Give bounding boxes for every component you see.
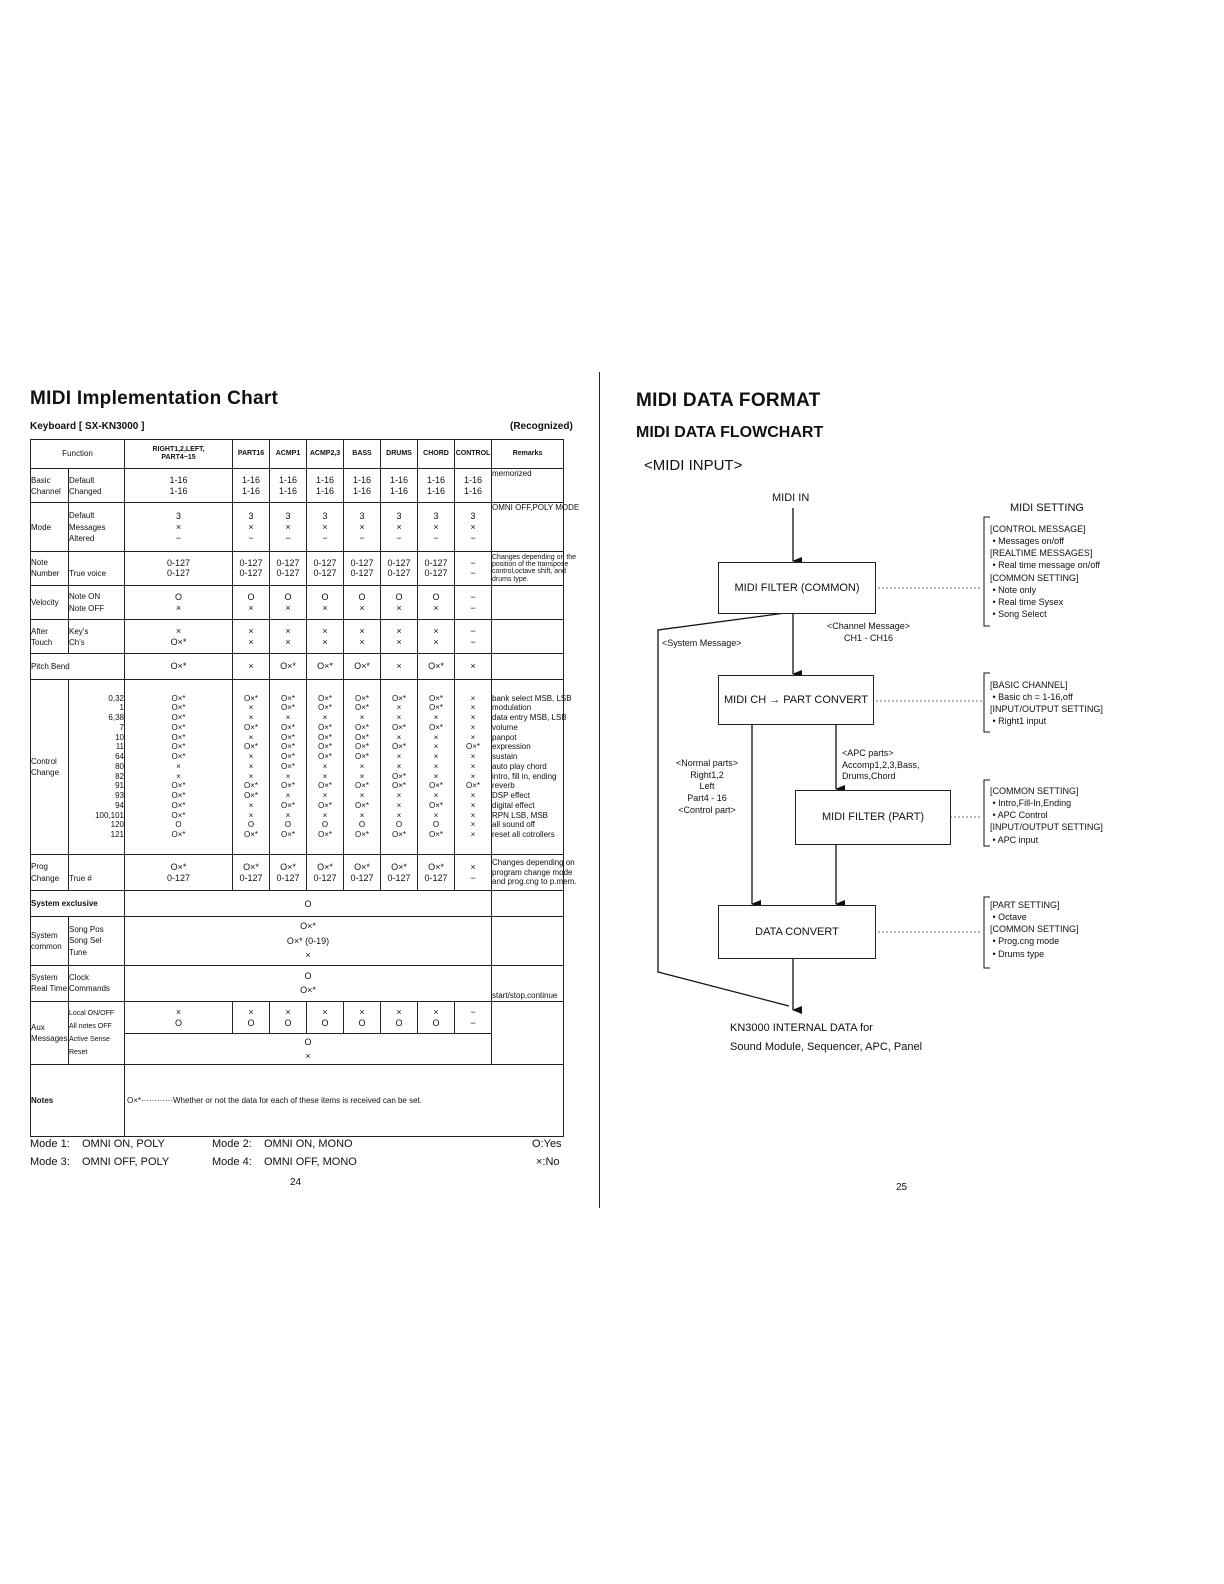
row-label: Notes <box>31 1065 125 1137</box>
row-sublabel: Note ON Note OFF <box>69 586 125 620</box>
setting-note-basic-channel: [BASIC CHANNEL] • Basic ch = 1-16,off [INPUT/OUTPUT SETTING] • Right1 input <box>990 680 1103 727</box>
table-cell: × × <box>344 620 381 654</box>
table-cell: 0-127 0-127 <box>307 551 344 585</box>
table-cell: × × × × × O×* × × × O×* × × × × × <box>455 679 492 854</box>
row-label: Prog Change <box>31 854 69 890</box>
format-title: MIDI DATA FORMAT <box>636 390 821 411</box>
row-label: Control Change <box>31 679 69 854</box>
notes-text: O×*············Whether or not the data for each of these items is received can be set. <box>125 1065 564 1137</box>
table-cell: O×* 0-127 <box>270 854 307 890</box>
table-cell: O×* 0-127 <box>125 854 233 890</box>
table-cell: 3 × − <box>233 503 270 551</box>
table-cell: O×* 0-127 <box>418 854 455 890</box>
mode1-legend: Mode 1: OMNI ON, POLY <box>30 1138 165 1150</box>
row-label: Aux Messages <box>31 1001 69 1064</box>
column-header: Function <box>31 440 125 469</box>
table-cell: O × <box>233 586 270 620</box>
table-cell: O×* 0-127 <box>307 854 344 890</box>
table-cell: × − <box>455 854 492 890</box>
remark-cell: memorized <box>492 469 564 503</box>
remark-cell: OMNI OFF,POLY MODE <box>492 503 564 551</box>
table-cell: O × <box>270 586 307 620</box>
table-cell: O × <box>418 586 455 620</box>
table-cell: O × <box>381 586 418 620</box>
mode2-legend: Mode 2: OMNI ON, MONO <box>212 1138 353 1150</box>
table-cell: 1-16 1-16 <box>381 469 418 503</box>
column-header: Remarks <box>492 440 564 469</box>
table-cell: O×* O×* × O×* O×* O×* O×* O×* × O×* × O×* × O O×* <box>270 679 307 854</box>
normal-parts-label: <Normal parts> Right1,2 Left Part4 - 16 <Control part> <box>676 758 739 815</box>
setting-note-part: [PART SETTING] • Octave [COMMON SETTING] • Prog.cng mode • Drums type <box>990 900 1079 959</box>
table-cell: 3 × − <box>125 503 233 551</box>
table-cell: 1-16 1-16 <box>125 469 233 503</box>
midi-in-label: MIDI IN <box>772 492 810 504</box>
table-cell: O O×* <box>125 965 492 1001</box>
table-cell: × <box>381 654 418 679</box>
table-cell: 1-16 1-16 <box>344 469 381 503</box>
table-cell: O × <box>307 586 344 620</box>
table-cell: − − <box>455 586 492 620</box>
row-sublabel: Song Pos Song Sel Tune <box>69 917 125 965</box>
row-sublabel: Default Messages Altered <box>69 503 125 551</box>
table-cell: 3 × − <box>307 503 344 551</box>
table-cell: O×* <box>307 654 344 679</box>
no-legend: ×:No <box>536 1156 560 1168</box>
table-cell: O×* O×* (0-19) × <box>125 917 492 965</box>
table-cell: O×* × × O×* × O×* × × O×* O×* × × × O O×* <box>381 679 418 854</box>
table-cell: 3 × − <box>455 503 492 551</box>
table-cell: O <box>125 891 492 917</box>
table-cell: O × <box>125 1034 492 1065</box>
yes-legend: O:Yes <box>532 1138 562 1150</box>
remark-cell: start/stop,continue <box>492 965 564 1001</box>
table-cell: O×* O×* × O×* × × × × × O×* × O×* × O O×* <box>418 679 455 854</box>
page-number: 24 <box>290 1177 302 1188</box>
table-cell: × O <box>125 1001 233 1033</box>
table-cell: O×* <box>418 654 455 679</box>
table-cell: × × <box>418 620 455 654</box>
table-cell: − − <box>455 620 492 654</box>
table-cell: O×* 0-127 <box>381 854 418 890</box>
table-cell: 3 × − <box>381 503 418 551</box>
flowchart-title: MIDI DATA FLOWCHART <box>636 424 824 441</box>
column-header: ACMP2,3 <box>307 440 344 469</box>
table-cell: 0-127 0-127 <box>233 551 270 585</box>
table-cell: O×* O×* O×* O×* O×* O×* O×* × × O×* O×* O×* O×* O O×* <box>125 679 233 854</box>
table-cell: × <box>233 654 270 679</box>
row-sublabel: Key's Ch's <box>69 620 125 654</box>
table-cell: 0-127 0-127 <box>418 551 455 585</box>
midi-setting-label: MIDI SETTING <box>1010 502 1084 514</box>
column-header: RIGHT1,2,LEFT, PART4~15 <box>125 440 233 469</box>
table-cell: 1-16 1-16 <box>233 469 270 503</box>
row-label: After Touch <box>31 620 69 654</box>
page-number: 25 <box>896 1182 908 1193</box>
channel-message-label: <Channel Message> CH1 - CH16 <box>827 621 911 643</box>
midi-ch-part-convert-box: MIDI CH → PART CONVERT <box>718 675 874 725</box>
section-title: <MIDI INPUT> <box>644 457 743 474</box>
row-sublabel: Default Changed <box>69 469 125 503</box>
table-cell: × <box>455 654 492 679</box>
apc-parts-label: <APC parts> Accomp1,2,3,Bass, Drums,Chord <box>842 748 920 782</box>
table-cell: × × <box>381 620 418 654</box>
row-label: Mode <box>31 503 69 551</box>
remark-cell: Changes depending on program change mode and prog.cng to p.mem. <box>492 854 564 890</box>
table-cell: 1-16 1-16 <box>270 469 307 503</box>
table-cell: O×* 0-127 <box>344 854 381 890</box>
recognized-label: (Recognized) <box>510 421 573 432</box>
table-cell: 3 × − <box>418 503 455 551</box>
row-label: System exclusive <box>31 891 125 917</box>
table-cell: × O×* <box>125 620 233 654</box>
row-sublabel: Clock Commands <box>69 965 125 1001</box>
table-cell: O×* × × O×* × O×* × × × O×* O×* × × O O×* <box>233 679 270 854</box>
midi-filter-part-box: MIDI FILTER (PART) <box>795 790 951 845</box>
internal-data-label: KN3000 INTERNAL DATA for Sound Module, Sequencer, APC, Panel <box>730 1022 923 1054</box>
row-label: Basic Channel <box>31 469 69 503</box>
row-label: Note Number <box>31 551 69 585</box>
table-cell: O × <box>344 586 381 620</box>
table-cell: × O <box>344 1001 381 1033</box>
midi-filter-common-box: MIDI FILTER (COMMON) <box>718 562 876 614</box>
table-cell: 3 × − <box>344 503 381 551</box>
table-cell: 1-16 1-16 <box>418 469 455 503</box>
table-cell: × O <box>381 1001 418 1033</box>
column-header: CHORD <box>418 440 455 469</box>
table-cell: 3 × − <box>270 503 307 551</box>
table-cell: × × <box>307 620 344 654</box>
row-label: Velocity <box>31 586 69 620</box>
table-cell: 0-127 0-127 <box>125 551 233 585</box>
column-header: CONTROL <box>455 440 492 469</box>
mode3-legend: Mode 3: OMNI OFF, POLY <box>30 1156 170 1168</box>
table-cell: − − <box>455 551 492 585</box>
column-header: DRUMS <box>381 440 418 469</box>
table-cell: O×* <box>344 654 381 679</box>
row-sublabel: True voice <box>69 551 125 585</box>
table-cell: O×* O×* × O×* O×* O×* O×* × × O×* × O×* × O O×* <box>307 679 344 854</box>
data-convert-box: DATA CONVERT <box>718 905 876 959</box>
column-header: PART16 <box>233 440 270 469</box>
table-cell: O×* <box>270 654 307 679</box>
setting-note-common: [COMMON SETTING] • Intro,Fill-In,Ending • APC Control [INPUT/OUTPUT SETTING] • APC input <box>990 786 1103 845</box>
mode4-legend: Mode 4: OMNI OFF, MONO <box>212 1156 357 1168</box>
table-cell: 0-127 0-127 <box>344 551 381 585</box>
table-cell: O×* <box>125 654 233 679</box>
row-sublabel: True # <box>69 854 125 890</box>
remark-cell: Changes depending on the position of the transpose control,octave shift, and drums type. <box>492 551 564 585</box>
table-cell: × O <box>233 1001 270 1033</box>
controller-numbers: 0,32 1 6,38 7 10 11 64 80 82 91 93 94 100,101 120 121 <box>69 679 125 854</box>
row-label: System Real Time <box>31 965 69 1001</box>
table-cell: 0-127 0-127 <box>381 551 418 585</box>
table-cell: 1-16 1-16 <box>455 469 492 503</box>
column-header: ACMP1 <box>270 440 307 469</box>
table-cell: O×* O×* × O×* O×* O×* O×* × × O×* × O×* × O O×* <box>344 679 381 854</box>
keyboard-model: Keyboard [ SX-KN3000 ] <box>30 421 145 432</box>
table-cell: 0-127 0-127 <box>270 551 307 585</box>
table-cell: × × <box>270 620 307 654</box>
setting-note-control: [CONTROL MESSAGE] • Messages on/off [REALTIME MESSAGES] • Real time message on/off [COMMON SETTING] • Note only • Real time Sysex • Song Select <box>990 524 1101 619</box>
table-cell: × O <box>418 1001 455 1033</box>
column-header: BASS <box>344 440 381 469</box>
table-cell: O × <box>125 586 233 620</box>
chart-title: MIDI Implementation Chart <box>30 388 279 409</box>
table-cell: × × <box>233 620 270 654</box>
row-sublabel: Local ON/OFF All notes OFF Active Sense Reset <box>69 1001 125 1064</box>
table-cell: × O <box>270 1001 307 1033</box>
table-cell: × O <box>307 1001 344 1033</box>
table-cell: O×* 0-127 <box>233 854 270 890</box>
row-label: Pitch Bend <box>31 654 125 679</box>
table-cell: − − <box>455 1001 492 1033</box>
table-cell: 1-16 1-16 <box>307 469 344 503</box>
row-label: System common <box>31 917 69 965</box>
remark-cell: bank select MSB, LSB modulation data entry MSB, LSB volume panpot expression sustain auto play chord intro, fill in, ending reverb DSP effect digital effect RPN LSB, MSB all sound off reset all cotrollers <box>492 679 564 854</box>
system-message-label: <System Message> <box>662 638 742 648</box>
